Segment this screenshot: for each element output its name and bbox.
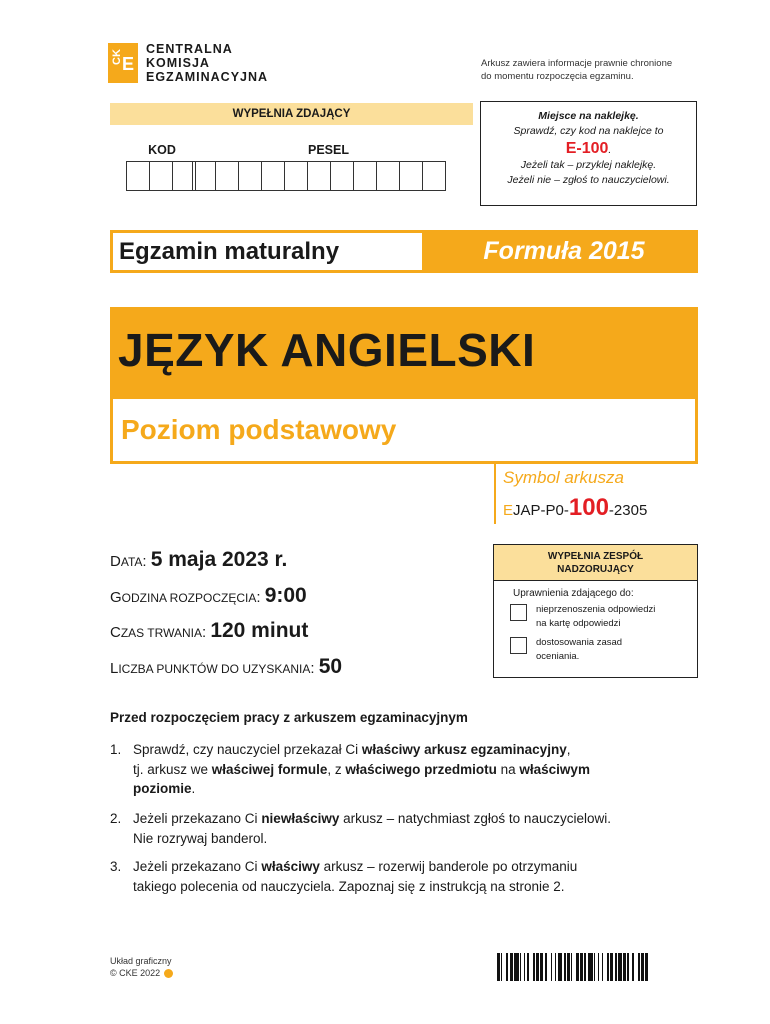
kod-field[interactable] <box>127 161 196 191</box>
instruction-text <box>133 857 577 896</box>
time-label-rest: ODZINA ROZPOCZĘCIA <box>121 591 257 605</box>
instr1-text-3: tj. arkusz we <box>133 761 212 777</box>
pesel-digit-box[interactable] <box>284 161 308 191</box>
sticker-code-row <box>481 139 696 158</box>
pesel-digit-box[interactable] <box>399 161 423 191</box>
logo-mark-ck: CK <box>110 49 123 65</box>
exam-points <box>110 655 342 679</box>
cke-logo-mark <box>108 43 138 83</box>
sticker-code: E-100 <box>565 140 609 157</box>
instr1-text-2: , <box>566 742 571 757</box>
adjusted-grading-label <box>536 636 622 664</box>
date-label-cap: D <box>110 553 121 570</box>
instruction-text <box>133 809 611 848</box>
sticker-line-1: Sprawdź, czy kod na naklejce to <box>513 125 664 137</box>
logo-line-3: EGZAMINACYJNA <box>146 70 269 84</box>
adjusted-grading-checkbox[interactable] <box>510 637 527 654</box>
duration-label-cap: C <box>110 624 121 641</box>
supervisor-header-line-1: WYPEŁNIA ZESPÓŁ <box>547 551 644 562</box>
instr1-bold-5: poziomie <box>133 781 192 796</box>
pesel-digit-box[interactable] <box>330 161 354 191</box>
supervisor-intro: Uprawnienia zdającego do: <box>513 588 634 599</box>
symbol-code-prefix: JAP-P0- <box>513 502 569 519</box>
instr2-text-3: Nie rozrywaj banderol. <box>133 830 268 846</box>
instr2-text-1: Jeżeli przekazano Ci <box>133 811 262 826</box>
date-value: 5 maja 2023 r. <box>150 548 288 571</box>
footer-line-1: Układ graficzny <box>110 956 172 966</box>
option-row-no-transfer <box>510 604 697 631</box>
footer-copyright: © CKE 2022 <box>110 968 161 978</box>
barcode-image <box>497 953 697 981</box>
instr1-bold-4: właściwym <box>519 761 590 777</box>
instr1-text-1: Sprawdź, czy nauczyciel przekazał Ci <box>133 742 362 757</box>
supervisor-body <box>494 581 697 664</box>
kod-label: KOD <box>148 143 176 157</box>
adjusted-grading-label-line-1: dostosowania zasad <box>536 637 623 648</box>
symbol-code-suffix: -2305 <box>608 502 648 519</box>
supervisor-box <box>493 544 698 678</box>
footer-line-2 <box>110 967 173 979</box>
supervisor-header <box>494 545 697 581</box>
notice-line-2: do momentu rozpoczęcia egzaminu. <box>481 71 634 82</box>
confidentiality-notice <box>481 57 721 83</box>
points-label-cap: L <box>110 660 119 677</box>
instr1-bold-3: właściwego przedmiotu <box>345 761 497 777</box>
no-transfer-label <box>536 603 655 631</box>
logo-mark-e: E <box>121 54 134 74</box>
pesel-digit-box[interactable] <box>376 161 400 191</box>
barcode-bar <box>648 953 649 981</box>
level-title: Poziom podstawowy <box>121 414 397 445</box>
instruction-number: 3. <box>110 859 122 874</box>
pesel-label: PESEL <box>308 143 349 157</box>
sticker-placeholder <box>480 101 697 206</box>
instr1-text-4: , z <box>327 761 346 777</box>
instr1-text-5: na <box>496 761 520 777</box>
time-colon: : <box>256 589 265 606</box>
instr3-text-3: takiego polecenia od nauczyciela. Zapoznaj się z instrukcją na stronie 2. <box>133 878 565 894</box>
option-row-adjusted-grading <box>510 637 697 664</box>
exam-name: Egzamin maturalny <box>113 233 422 270</box>
duration-colon: : <box>201 624 211 641</box>
instr3-bold-1: właściwy <box>261 859 320 874</box>
instruction-item <box>110 740 700 799</box>
kod-digit-box[interactable] <box>126 161 150 191</box>
supervisor-header-line-2: NADZORUJĄCY <box>557 564 634 575</box>
instruction-number: 2. <box>110 811 122 826</box>
kod-digit-box[interactable] <box>149 161 173 191</box>
sticker-code-suffix: . <box>608 144 612 156</box>
symbol-code-e: E <box>503 502 514 519</box>
candidate-section-header: WYPEŁNIA ZDAJĄCY <box>110 103 473 125</box>
points-colon: : <box>310 660 319 677</box>
pesel-digit-box[interactable] <box>215 161 239 191</box>
instr3-text-2: arkusz – rozerwij banderole po otrzymaniu <box>319 859 578 874</box>
pesel-digit-box[interactable] <box>238 161 262 191</box>
pesel-field[interactable] <box>193 161 446 191</box>
exam-start-time <box>110 584 307 608</box>
logo-line-2: KOMISJA <box>146 56 210 70</box>
instruction-number: 1. <box>110 742 122 757</box>
instr1-text-6: . <box>191 781 196 796</box>
instr1-bold-1: właściwy arkusz egzaminacyjny <box>361 742 567 757</box>
adjusted-grading-label-line-2: oceniania. <box>536 651 580 662</box>
instruction-item <box>110 857 700 896</box>
instruction-text <box>133 740 590 799</box>
pesel-digit-box[interactable] <box>353 161 377 191</box>
duration-value: 120 minut <box>210 619 309 642</box>
no-transfer-checkbox[interactable] <box>510 604 527 621</box>
logo-text <box>146 42 268 84</box>
pesel-digit-box[interactable] <box>261 161 285 191</box>
time-label-cap: G <box>110 589 122 606</box>
footer-credit <box>110 955 173 979</box>
sticker-line-2: Jeżeli tak – przyklej naklejkę. <box>520 159 657 171</box>
duration-label-rest: ZAS TRWANIA <box>120 626 202 640</box>
no-transfer-label-line-1: nieprzenoszenia odpowiedzi <box>536 604 656 615</box>
instr1-bold-2: właściwej formule <box>211 761 328 777</box>
exam-formula: Formuła 2015 <box>483 237 645 265</box>
instructions-title: Przed rozpoczęciem pracy z arkuszem egzaminacyjnym <box>110 710 468 725</box>
symbol-code <box>503 494 647 522</box>
pesel-digit-box[interactable] <box>422 161 446 191</box>
date-label-rest: ATA <box>120 555 143 569</box>
instr2-bold-1: niewłaściwy <box>261 811 340 826</box>
pesel-digit-box[interactable] <box>192 161 216 191</box>
instr2-text-2: arkusz – natychmiast zgłoś to nauczycielowi. <box>339 811 611 826</box>
pesel-digit-box[interactable] <box>307 161 331 191</box>
sticker-title: Miejsce na naklejkę. <box>538 110 639 122</box>
exam-duration <box>110 619 308 643</box>
no-transfer-label-line-2: na kartę odpowiedzi <box>536 618 621 629</box>
exam-date <box>110 548 287 572</box>
notice-line-1: Arkusz zawiera informacje prawnie chronione <box>481 58 673 69</box>
points-value: 50 <box>318 655 343 678</box>
subject-title: JĘZYK ANGIELSKI <box>118 324 536 376</box>
date-colon: : <box>142 553 151 570</box>
cke-logo <box>108 42 268 84</box>
logo-line-1: CENTRALNA <box>146 42 233 56</box>
symbol-code-number: 100 <box>568 494 609 521</box>
instr3-text-1: Jeżeli przekazano Ci <box>133 859 262 874</box>
symbol-title: Symbol arkusza <box>503 468 624 487</box>
sticker-line-3: Jeżeli nie – zgłoś to nauczycielowi. <box>507 174 670 186</box>
time-value: 9:00 <box>264 584 307 607</box>
footer-dot-icon <box>164 969 173 978</box>
points-label-rest: ICZBA PUNKTÓW DO UZYSKANIA <box>118 662 311 676</box>
instruction-item <box>110 809 700 848</box>
